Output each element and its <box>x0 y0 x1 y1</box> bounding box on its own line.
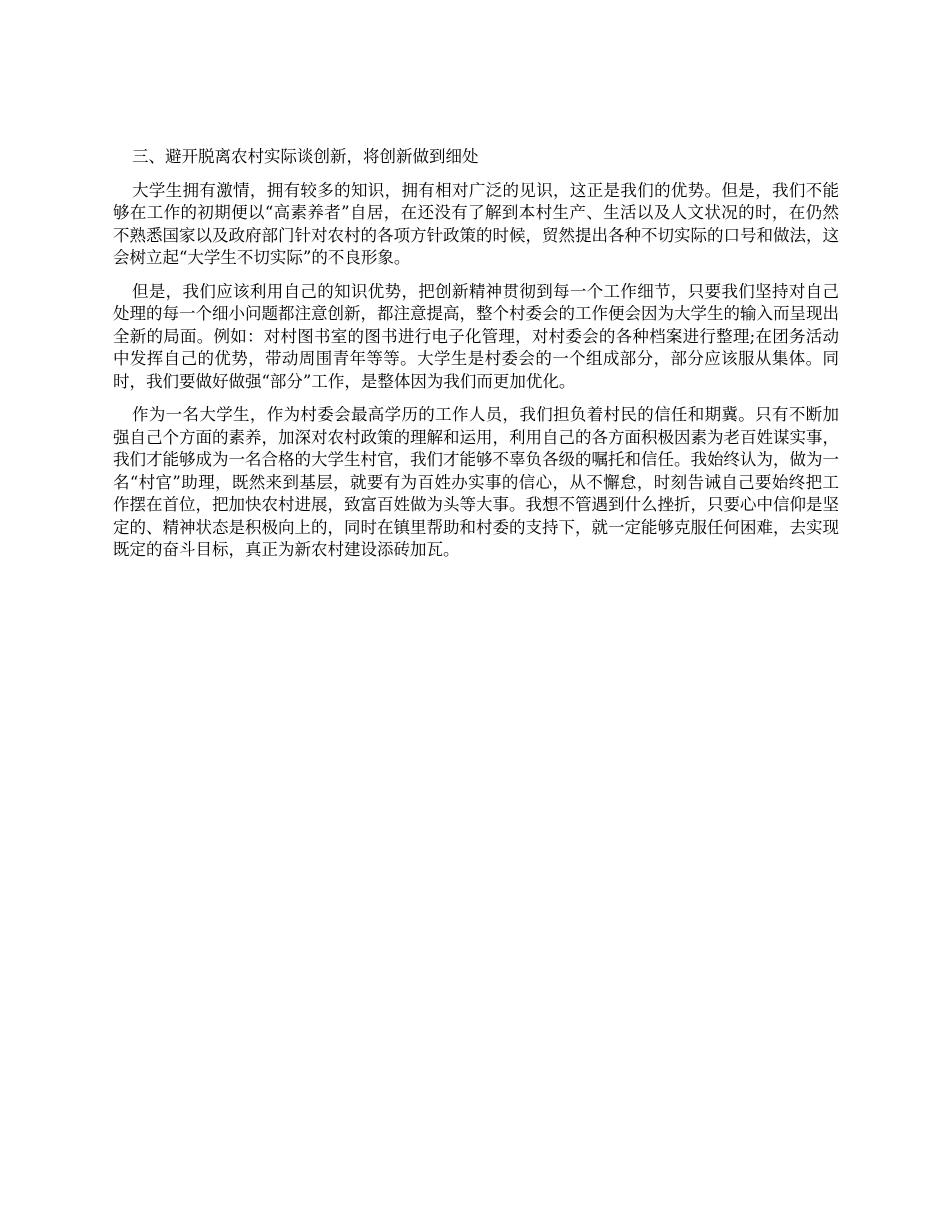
section-heading: 三、避开脱离农村实际谈创新，将创新做到细处 <box>132 147 479 166</box>
paragraph-1: 大学生拥有激情，拥有较多的知识，拥有相对广泛的见识，这正是我们的优势。但是，我们不能够在工作的初期便以“高素养者”自居，在还没有了解到本村生产、生活以及人文状况的时，在仍然不熟悉国家以及政府部门针对农村的各项方针政策的时候，贸然提出各种不切实际的口号和做法，这会树立起“大学生不切实际”的不良形象。 <box>113 180 839 267</box>
document-body <box>113 146 839 573</box>
paragraph-3: 作为一名大学生，作为村委会最高学历的工作人员，我们担负着村民的信任和期冀。只有不断加强自己个方面的素养，加深对农村政策的理解和运用，利用自己的各方面积极因素为老百姓谋实事，我们才能够成为一名合格的大学生村官，我们才能够不辜负各级的嘱托和信任。我始终认为，做为一名“村官”助理，既然来到基层，就要有为百姓办实事的信心，从不懈怠，时刻告诫自己要始终把工作摆在首位，把加快农村进展，致富百姓做为头等大事。我想不管遇到什么挫折，只要心中信仰是坚定的、精神状态是积极向上的，同时在镇里帮助和村委的支持下，就一定能够克服任何困难，去实现既定的奋斗目标，真正为新农村建设添砖加瓦。 <box>113 405 839 559</box>
paragraph-2: 但是，我们应该利用自己的知识优势，把创新精神贯彻到每一个工作细节，只要我们坚持对自己处理的每一个细小问题都注意创新，都注意提高，整个村委会的工作便会因为大学生的输入而呈现出全新的局面。例如：对村图书室的图书进行电子化管理，对村委会的各种档案进行整理;在团务活动中发挥自己的优势，带动周围青年等等。大学生是村委会的一个组成部分，部分应该服从集体。同时，我们要做好做强“部分”工作，是整体因为我们而更加优化。 <box>113 281 839 391</box>
